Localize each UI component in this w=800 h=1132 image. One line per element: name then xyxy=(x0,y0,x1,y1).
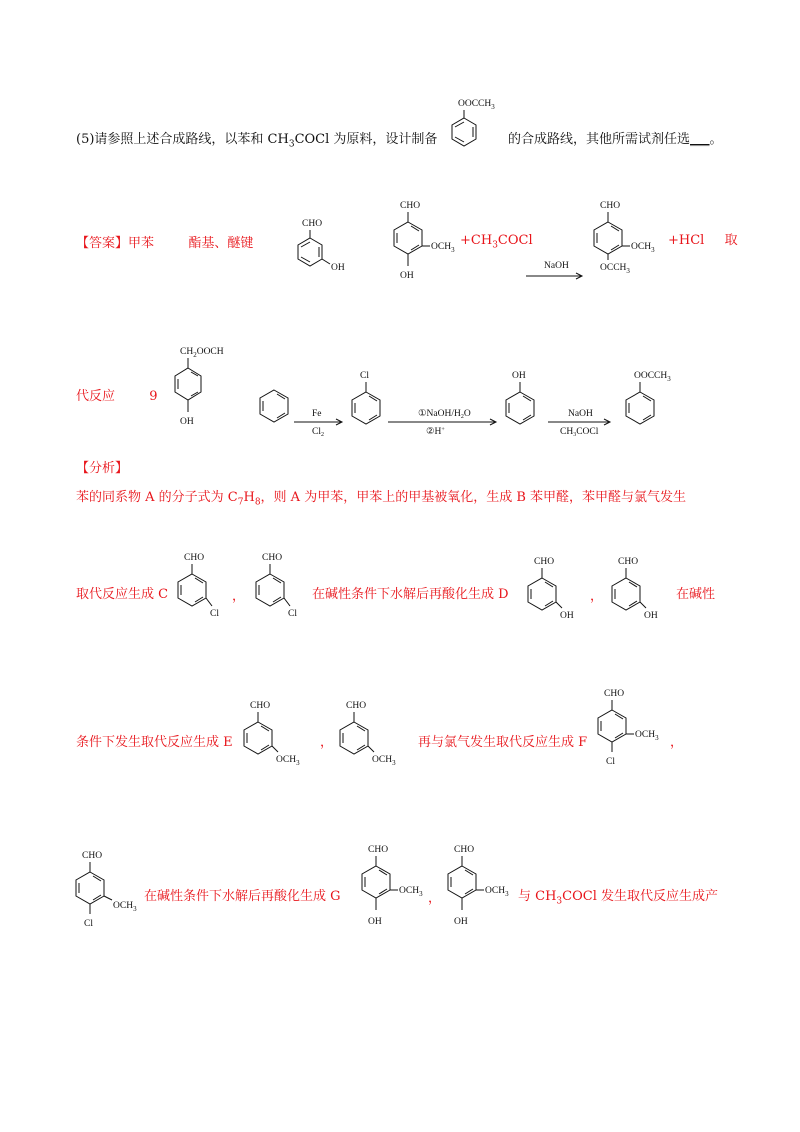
svg-text:OCH3 xyxy=(399,886,423,898)
cho-label: CHO xyxy=(184,553,205,563)
analysis-line-2c: 在碱性 xyxy=(676,587,716,602)
route-arrow-fe xyxy=(292,404,348,440)
cl-label: Cl xyxy=(210,609,219,619)
analysis-line-1 xyxy=(76,490,686,511)
analysis-comma-2: ， xyxy=(590,589,604,604)
answer-line-2 xyxy=(76,389,158,405)
answer-3-part1: 取 xyxy=(724,233,738,248)
svg-text:OOCCH3 xyxy=(458,99,495,111)
analysis-comma-4: ， xyxy=(670,735,684,750)
analysis-line-4b xyxy=(518,889,718,910)
line1b: H xyxy=(243,490,255,505)
och3-sub: 3 xyxy=(655,734,659,742)
molecule-E-3-methoxybenzaldehyde xyxy=(236,696,322,776)
svg-text:CH2OOCH xyxy=(180,347,224,359)
oh-label: OH xyxy=(454,917,468,927)
och3-label: OCH xyxy=(113,901,134,911)
och3-label: OCH xyxy=(399,886,420,896)
step3-bottom-end: COCl xyxy=(576,427,599,437)
oh-label: OH xyxy=(644,611,658,621)
molecule-vanillin xyxy=(378,194,468,294)
route-chlorobenzene xyxy=(344,366,390,438)
svg-text:OCH3 xyxy=(372,755,396,767)
ooch3-sub: 3 xyxy=(667,375,671,383)
ooch3-label: OOCCH xyxy=(634,371,668,381)
answer-line-1 xyxy=(76,236,253,252)
och3-sub: 3 xyxy=(651,246,655,254)
question-5-tail xyxy=(508,132,723,148)
molecule-C-3-chlorobenzaldehyde xyxy=(170,548,240,628)
cl-label: Cl xyxy=(360,371,369,381)
ch2-sub: 2 xyxy=(193,351,197,359)
ch2-label: CH xyxy=(180,347,194,357)
answer-1: 甲苯 xyxy=(128,236,155,251)
svg-text:②H+ xyxy=(426,426,445,437)
cho-label: CHO xyxy=(604,689,625,699)
molecule-D-3-hydroxybenzaldehyde xyxy=(520,552,590,632)
line4b: 与 CH xyxy=(518,889,557,904)
och3-label: OCH xyxy=(431,242,452,252)
svg-text:OCH3 xyxy=(431,242,455,254)
svg-text:OCH3 xyxy=(635,730,659,742)
route-arrow-naoh-h xyxy=(386,404,502,440)
oh-label: OH xyxy=(400,271,414,281)
svg-text:OCH3 xyxy=(631,242,655,254)
step2-top-end: O xyxy=(463,409,471,419)
analysis-line-2b: 在碱性条件下水解后再酸化生成 D xyxy=(312,587,509,602)
cho-label: CHO xyxy=(618,557,639,567)
answer-3-part2: 代反应 xyxy=(76,389,116,404)
line1c: ，则 A 为甲苯，甲苯上的甲基被氧化，生成 B 苯甲醛，苯甲醛与氯气发生 xyxy=(260,490,687,505)
och3-label: OCH xyxy=(276,755,297,765)
target-group-label: OOCCH xyxy=(458,99,492,109)
step2-bottom-sup: + xyxy=(441,427,445,433)
och3-label: OCH xyxy=(635,730,656,740)
cho-label: CHO xyxy=(454,845,475,855)
analysis-line-2a: 取代反应生成 C xyxy=(76,587,169,602)
analysis-line-3b: 再与氯气发生取代反应生成 F xyxy=(418,735,588,750)
step2-bottom: ②H xyxy=(426,427,442,437)
svg-text:OOCCH3 xyxy=(634,371,671,383)
svg-text:OCH3 xyxy=(485,886,509,898)
sub8: 8 xyxy=(254,497,261,508)
och3-sub: 3 xyxy=(505,890,509,898)
line4c: COCl 发生取代反应生成产 xyxy=(562,889,718,904)
analysis-comma-5: ， xyxy=(428,891,442,906)
q5-blank: ___ xyxy=(690,132,710,147)
och3-label: OCH xyxy=(485,886,506,896)
sub7: 7 xyxy=(237,497,244,508)
svg-text:OCCH3 xyxy=(600,263,630,275)
cho-label: CHO xyxy=(302,219,323,229)
cl2-sub: 2 xyxy=(320,432,324,438)
analysis-comma-3: ， xyxy=(320,735,334,750)
och3-sub: 3 xyxy=(392,759,396,767)
analysis-comma-1: ， xyxy=(232,589,246,604)
svg-text:①NaOH/H2O xyxy=(418,408,471,420)
route-arrow-naoh-ch3cocl xyxy=(546,404,616,440)
och3-label: OCH xyxy=(372,755,393,765)
occh3-sub: 3 xyxy=(626,267,630,275)
answer-hcl xyxy=(668,233,738,249)
svg-text:CH3COCl xyxy=(560,427,599,438)
svg-text:Cl2 xyxy=(312,427,324,438)
line4-sub: 3 xyxy=(556,896,563,907)
oh-label: OH xyxy=(512,371,526,381)
q5-end: 。 xyxy=(709,132,723,147)
q5-text-mid: COCl 为原料，设计制备 xyxy=(294,132,438,147)
och3-sub: 3 xyxy=(133,905,137,913)
cl-label: Cl xyxy=(288,609,297,619)
och3-sub: 3 xyxy=(451,246,455,254)
line1a: 苯的同系物 A 的分子式为 C xyxy=(76,490,238,505)
step3-top: NaOH xyxy=(568,409,593,419)
oh-label: OH xyxy=(560,611,574,621)
answer-4: 9 xyxy=(149,389,158,404)
question-5-text xyxy=(76,132,437,153)
cho-label: CHO xyxy=(250,701,271,711)
molecule-3-hydroxybenzaldehyde xyxy=(280,212,360,292)
step2-top-sub: 2 xyxy=(460,414,464,420)
q5-sub: 3 xyxy=(288,139,295,150)
answer-2: 酯基、醚键 xyxy=(188,236,254,251)
svg-text:OCH3 xyxy=(276,755,300,767)
och3-label: OCH xyxy=(631,242,652,252)
oh-label: OH xyxy=(331,263,345,273)
route-phenol xyxy=(498,366,544,438)
cho-label: CHO xyxy=(600,201,621,211)
analysis-tag: 【分析】 xyxy=(76,461,129,476)
analysis-line-4a: 在碱性条件下水解后再酸化生成 G xyxy=(144,889,341,904)
oh-label: OH xyxy=(180,417,194,427)
molecule-D-3-hydroxybenzaldehyde-2 xyxy=(604,552,674,632)
cl-label: Cl xyxy=(606,757,615,767)
molecule-G-vanillin-2 xyxy=(440,840,524,936)
answer-tag: 【答案】 xyxy=(76,236,129,251)
molecule-G-vanillin xyxy=(354,840,438,936)
step3-bottom: CH xyxy=(560,427,574,437)
target-molecule-phenyl-acetate xyxy=(436,92,526,162)
analysis-line-3a: 条件下发生取代反应生成 E xyxy=(76,735,233,750)
cho-label: CHO xyxy=(534,557,555,567)
route-phenyl-acetate xyxy=(616,366,696,438)
fe-label: Fe xyxy=(312,409,322,419)
och3-sub: 3 xyxy=(419,890,423,898)
naoh-label: NaOH xyxy=(544,261,569,271)
plus-reagent-end: COCl xyxy=(497,233,533,248)
cho-label: CHO xyxy=(368,845,389,855)
cl-label: Cl xyxy=(84,919,93,929)
ooch-label: OOCH xyxy=(196,347,224,357)
step2-top: ①NaOH/H xyxy=(418,409,461,419)
molecule-C-3-chlorobenzaldehyde-2 xyxy=(248,548,318,628)
occh3-label: OCCH xyxy=(600,263,627,273)
molecule-E-3-methoxybenzaldehyde-2 xyxy=(332,696,418,776)
molecule-F-chloro-methoxybenzaldehyde xyxy=(590,684,674,780)
molecule-acetyl-vanillin xyxy=(578,194,678,294)
cho-label: CHO xyxy=(400,201,421,211)
och3-sub: 3 xyxy=(296,759,300,767)
cl2-label: Cl xyxy=(312,427,321,437)
answer-plus-reagent xyxy=(460,233,533,254)
plus-reagent-sub: 3 xyxy=(492,240,498,251)
plus-reagent: +CH xyxy=(460,233,493,248)
target-group-sub: 3 xyxy=(491,103,495,111)
cho-label: CHO xyxy=(82,851,103,861)
molecule-hydroxybenzyl-ester xyxy=(160,338,250,438)
q5-text-before: (5)请参照上述合成路线，以苯和 CH xyxy=(76,132,289,147)
q5-text-after: 的合成路线，其他所需试剂任选 xyxy=(508,132,691,147)
oh-label: OH xyxy=(368,917,382,927)
cho-label: CHO xyxy=(346,701,367,711)
plus-hcl: +HCl xyxy=(668,233,705,248)
svg-text:OCH3 xyxy=(113,901,137,913)
molecule-F-chloro-methoxybenzaldehyde-2 xyxy=(68,846,152,942)
step3-bottom-sub: 3 xyxy=(573,432,577,438)
cho-label: CHO xyxy=(262,553,283,563)
